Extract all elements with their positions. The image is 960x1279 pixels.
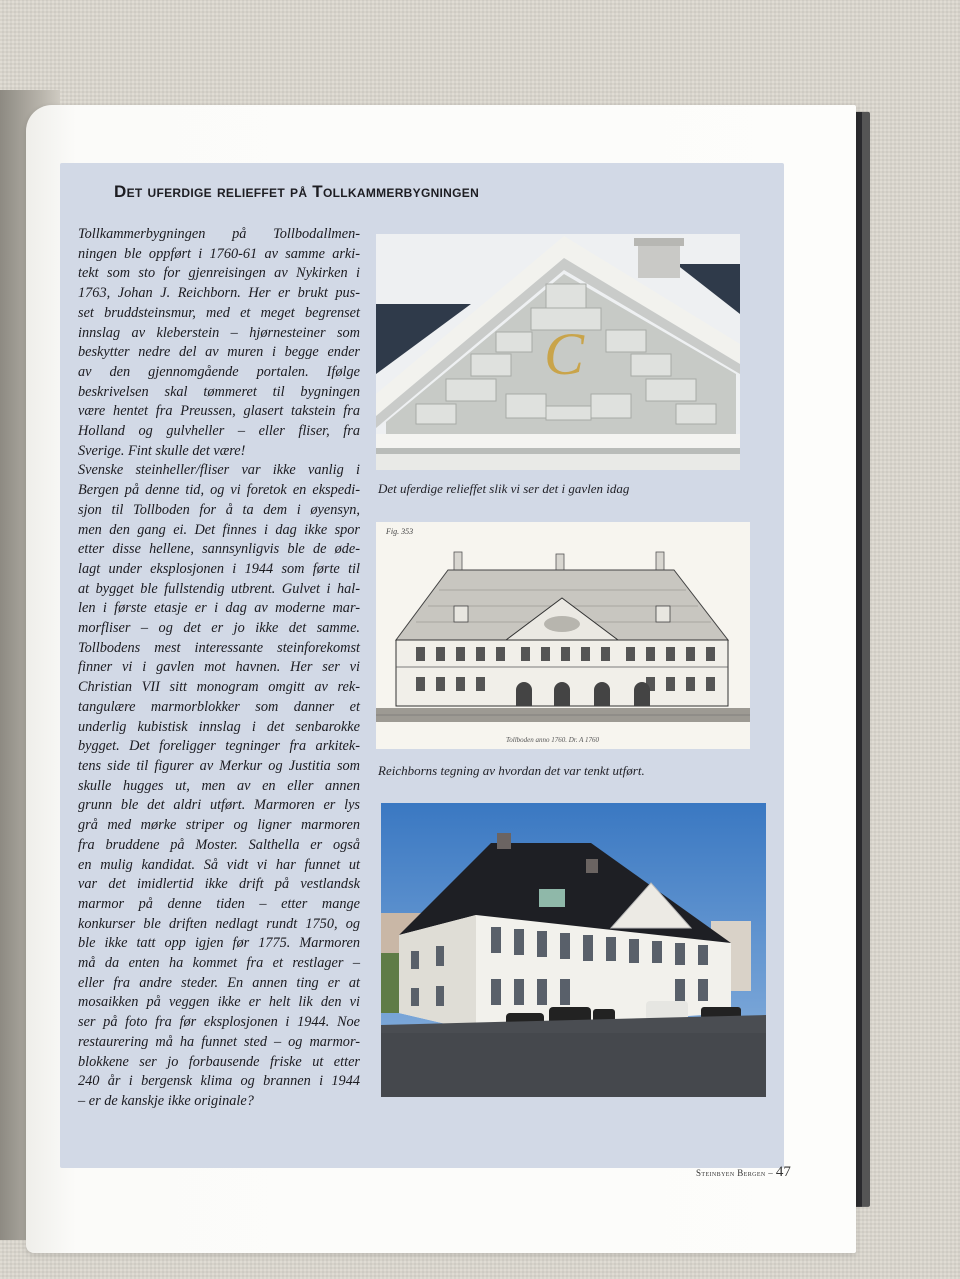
body-line: men den gang ei. Det finnes i dag ikke spor: [78, 521, 360, 538]
page-number: 47: [775, 1164, 791, 1180]
body-line: var det imidlertid ikke drift på vestlandsk: [78, 876, 360, 893]
body-line: set bruddsteinsmur, med et meget begrenset: [78, 304, 360, 321]
body-line: skulle hugges ut, men av en eller annen: [78, 777, 360, 794]
body-line: Holland og gulvheller – eller fliser, fra: [78, 423, 360, 440]
body-line: ble ikke tatt opp igjen før 1775. Marmoren: [78, 935, 360, 952]
body-line: av den gjennomgående portalen. Ifølge: [78, 363, 360, 380]
body-line: finner vi i gavlen mot havnen. Her ser vi: [78, 659, 360, 676]
body-line: etter disse hellene, sannsynligvis ble de øde-: [78, 541, 360, 558]
architect-drawing: [376, 522, 750, 749]
body-line: grunn ble det aldri utført. Marmoren er lys: [78, 797, 360, 814]
body-line: 240 år i bergensk klima og brannen i 1944: [78, 1073, 360, 1090]
building-photo: [381, 803, 766, 1097]
body-line: lagt under eksplosjonen i 1944 som førte til: [78, 560, 360, 577]
drawing-footer-label: Tollboden anno 1760. Dr. A 1760: [506, 736, 600, 744]
gable-relief-photo: [376, 234, 740, 470]
body-line: Tollbodens mest interessante steinforekomst: [78, 639, 360, 656]
body-line: beskrivelsen skal tømmeret til bygningen: [78, 383, 360, 400]
drawing-figure-label: Fig. 353: [386, 527, 414, 536]
body-line: Sverige. Fint skulle det være!: [78, 442, 246, 459]
body-line: len i første etasje er i dag av moderne mar-: [78, 600, 360, 617]
body-line: mosaikken på veggen ikke er helt lik den vi: [78, 994, 360, 1011]
body-line: være hentet fra Preussen, glasert takstein fra: [78, 403, 360, 420]
body-line: sjon til Tollboden for å ta dem i øyensyn,: [78, 501, 360, 518]
body-line: 1763, Johan J. Reichborn. Her er brukt pus-: [78, 285, 360, 302]
body-line: må da enten ha kommet fra et restlager –: [78, 955, 360, 972]
running-title: Steinbyen Bergen –: [696, 1168, 774, 1178]
body-line: restaurering må ha funnet sted – og marmor-: [78, 1033, 360, 1050]
page-footer: [696, 1164, 791, 1181]
body-line: underlig kubistisk innslag i det senbarokke: [78, 718, 360, 735]
body-line: blokkene ser jo forbausende friske ut etter: [78, 1053, 360, 1070]
body-line: ser på foto fra før eksplosjonen i 1944. Noe: [78, 1014, 360, 1031]
body-line: Tollkammerbygningen på Tollbodallmen-: [78, 226, 360, 242]
body-line: tangulære marmorblokker som danner et: [78, 698, 360, 715]
body-line: beskytter nedre del av muren i begge ender: [78, 344, 360, 361]
body-line: eller fra andre steder. En annen ting er at: [78, 974, 360, 991]
article-body: [78, 225, 360, 1112]
body-line: grå med mørke striper og ligner marmoren: [78, 817, 360, 834]
body-line: – er de kanskje ikke originale?: [78, 1092, 254, 1109]
photo1-caption: Det uferdige relieffet slik vi ser det i gavlen idag: [378, 481, 630, 496]
article-title: Det uferdige relieffet på Tollkammerbygningen: [114, 182, 480, 201]
body-line: fra bruddene på Moster. Salthella er også: [78, 836, 360, 853]
body-line: marmor på denne tiden – etter mange: [78, 895, 360, 912]
body-line: innslag av kleberstein – hjørnesteiner som: [78, 324, 360, 341]
body-line: bygget. Det foreligger tegninger fra arkitek-: [78, 738, 360, 755]
body-line: Svenske steinheller/fliser var ikke vanlig i: [78, 462, 360, 479]
body-line: konkurser ble driften nedlagt rundt 1750, og: [78, 915, 360, 932]
body-line: Bergen på denne tid, og vi foretok en ekspedi-: [78, 482, 360, 499]
body-line: at bygget ble fullstendig utbrent. Gulvet i hal-: [78, 580, 360, 597]
body-line: tens side til figurer av Merkur og Justitia som: [78, 757, 360, 774]
body-line: tekt som sto for gjenreisingen av Nykirken i: [78, 265, 360, 282]
body-line: Christian VII sitt monogram omgitt av rek-: [78, 679, 360, 696]
body-line: ningen ble oppført i 1760-61 av samme arki-: [78, 245, 360, 262]
photo2-caption: Reichborns tegning av hvordan det var tenkt utført.: [378, 763, 645, 778]
body-line: en mulig kandidat. Så vidt vi har funnet ut: [78, 856, 360, 873]
body-line: morfliser – og det er jo ikke det samme.: [78, 620, 360, 637]
svg-text:C: C: [544, 321, 585, 387]
